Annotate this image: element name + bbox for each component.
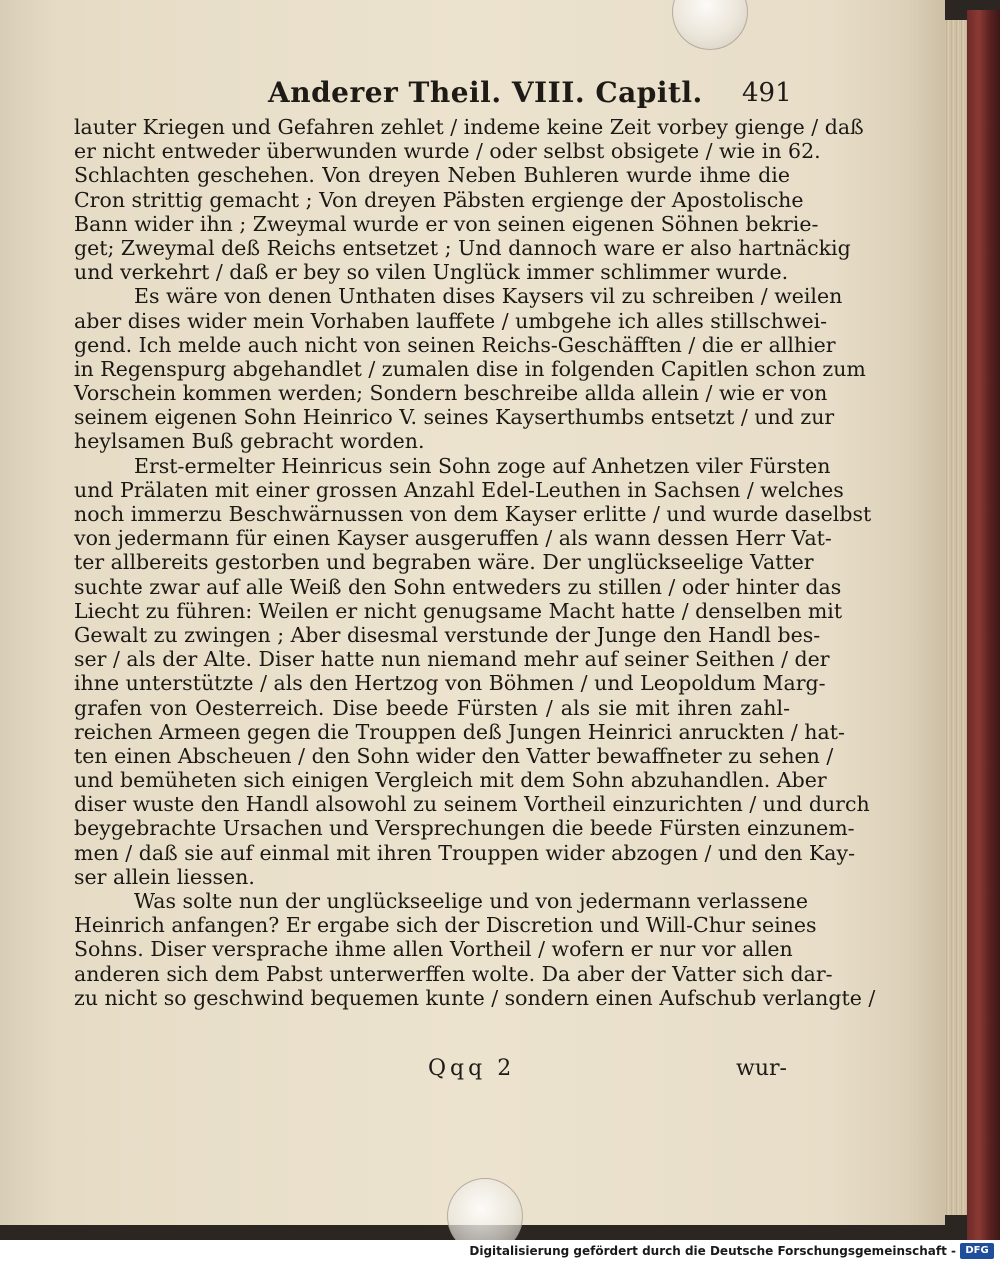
credit-text: Digitalisierung gefördert durch die Deutsche Forschungsgemeinschaft - bbox=[469, 1244, 956, 1258]
page-body-text bbox=[74, 115, 876, 1010]
text-line: ser / als der Alte. Diser hatte nun niemand mehr auf seiner Seithen / der bbox=[74, 647, 830, 672]
text-line: von jedermann für einen Kayser ausgeruffen / als wann dessen Herr Vat- bbox=[74, 526, 832, 551]
text-line: zu nicht so geschwind bequemen kunte / sondern einen Aufschub verlangte / bbox=[74, 985, 876, 1010]
text-line: gend. Ich melde auch nicht von seinen Reichs-Geschäfften / die er allhier bbox=[74, 332, 836, 357]
text-line: in Regenspurg abgehandlet / zumalen dise in folgenden Capitlen schon zum bbox=[74, 356, 866, 381]
page-number: 491 bbox=[742, 78, 792, 108]
text-line: ser allein liessen. bbox=[74, 864, 255, 889]
running-head: Anderer Theil. VIII. Capitl. bbox=[268, 76, 703, 109]
text-line: Vorschein kommen werden; Sondern beschreibe allda allein / wie er von bbox=[74, 381, 828, 406]
dfg-logo-icon: DFG bbox=[960, 1243, 994, 1259]
text-line: Was solte nun der unglückseelige und von jedermann verlassene bbox=[134, 889, 809, 913]
text-line: seinem eigenen Sohn Heinrico V. seines Kayserthumbs entsetzt / und zur bbox=[74, 405, 835, 430]
signature-mark: Qqq 2 bbox=[428, 1056, 516, 1081]
text-line: Schlachten geschehen. Von dreyen Neben Buhleren wurde ihme die bbox=[74, 163, 790, 188]
text-line: heylsamen Buß gebracht worden. bbox=[74, 429, 425, 454]
text-line: diser wuste den Handl alsowohl zu seinem Vortheil einzurichten / und durch bbox=[74, 792, 870, 817]
text-line: anderen sich dem Pabst unterwerffen wolte. Da aber der Vatter sich dar- bbox=[74, 961, 833, 986]
catchword: wur- bbox=[736, 1056, 787, 1081]
text-line: und bemüheten sich einigen Vergleich mit dem Sohn abzuhandlen. Aber bbox=[74, 768, 827, 793]
text-line: suchte zwar auf alle Weiß den Sohn entweders zu stillen / oder hinter das bbox=[74, 574, 842, 599]
text-line: aber dises wider mein Vorhaben lauffete / umbgehe ich alles stillschwei- bbox=[74, 308, 828, 333]
text-line: ihne unterstützte / als den Hertzog von Böhmen / und Leopoldum Marg- bbox=[74, 671, 826, 696]
text-line: und verkehrt / daß er bey so vilen Unglück immer schlimmer wurde. bbox=[74, 260, 789, 285]
text-line: grafen von Oesterreich. Dise beede Fürsten / als sie mit ihren zahl- bbox=[74, 695, 790, 720]
text-line: lauter Kriegen und Gefahren zehlet / indeme keine Zeit vorbey gienge / daß bbox=[74, 115, 864, 139]
text-line: Bann wider ihn ; Zweymal wurde er von seinen eigenen Söhnen bekrie- bbox=[74, 211, 819, 236]
text-line: Sohns. Diser versprache ihme allen Vortheil / wofern er nur vor allen bbox=[74, 937, 793, 962]
book-cover-edge bbox=[967, 10, 1000, 1240]
page-header bbox=[0, 76, 945, 116]
page-stack-edges bbox=[945, 20, 967, 1215]
text-line: Gewalt zu zwingen ; Aber disesmal verstunde der Junge den Handl bes- bbox=[74, 622, 821, 647]
text-line: er nicht entweder überwunden wurde / oder selbst obsigete / wie in 62. bbox=[74, 139, 821, 164]
text-line: und Prälaten mit einer grossen Anzahl Edel-Leuthen in Sachsen / welches bbox=[74, 477, 844, 502]
text-line: Cron strittig gemacht ; Von dreyen Päbsten ergienge der Apostolische bbox=[74, 187, 804, 212]
credit-bar bbox=[0, 1240, 1000, 1263]
text-line: reichen Armeen gegen die Trouppen deß Jungen Heinrici anruckten / hat- bbox=[74, 719, 845, 744]
text-line: Liecht zu führen: Weilen er nicht genugsame Macht hatte / denselben mit bbox=[74, 598, 843, 623]
text-line: Erst-ermelter Heinricus sein Sohn zoge auf Anhetzen viler Fürsten bbox=[134, 453, 831, 478]
text-line: get; Zweymal deß Reichs entsetzet ; Und dannoch ware er also hartnäckig bbox=[74, 235, 851, 260]
text-line: ter allbereits gestorben und begraben wäre. Der unglückseelige Vatter bbox=[74, 550, 814, 575]
text-line: men / daß sie auf einmal mit ihren Trouppen wider abzogen / und den Kay- bbox=[74, 840, 856, 865]
text-line: beygebrachte Ursachen und Versprechungen die beede Fürsten einzunem- bbox=[74, 816, 855, 841]
text-line: noch immerzu Beschwärnussen von dem Kayser erlitte / und wurde daselbst bbox=[74, 502, 872, 526]
text-line: Es wäre von denen Unthaten dises Kaysers vil zu schreiben / weilen bbox=[134, 284, 843, 309]
text-line: Heinrich anfangen? Er ergabe sich der Discretion und Will-Chur seines bbox=[74, 913, 817, 938]
page-footer bbox=[0, 1056, 945, 1086]
text-line: ten einen Abscheuen / den Sohn wider den Vatter bewaffneter zu sehen / bbox=[74, 743, 834, 768]
